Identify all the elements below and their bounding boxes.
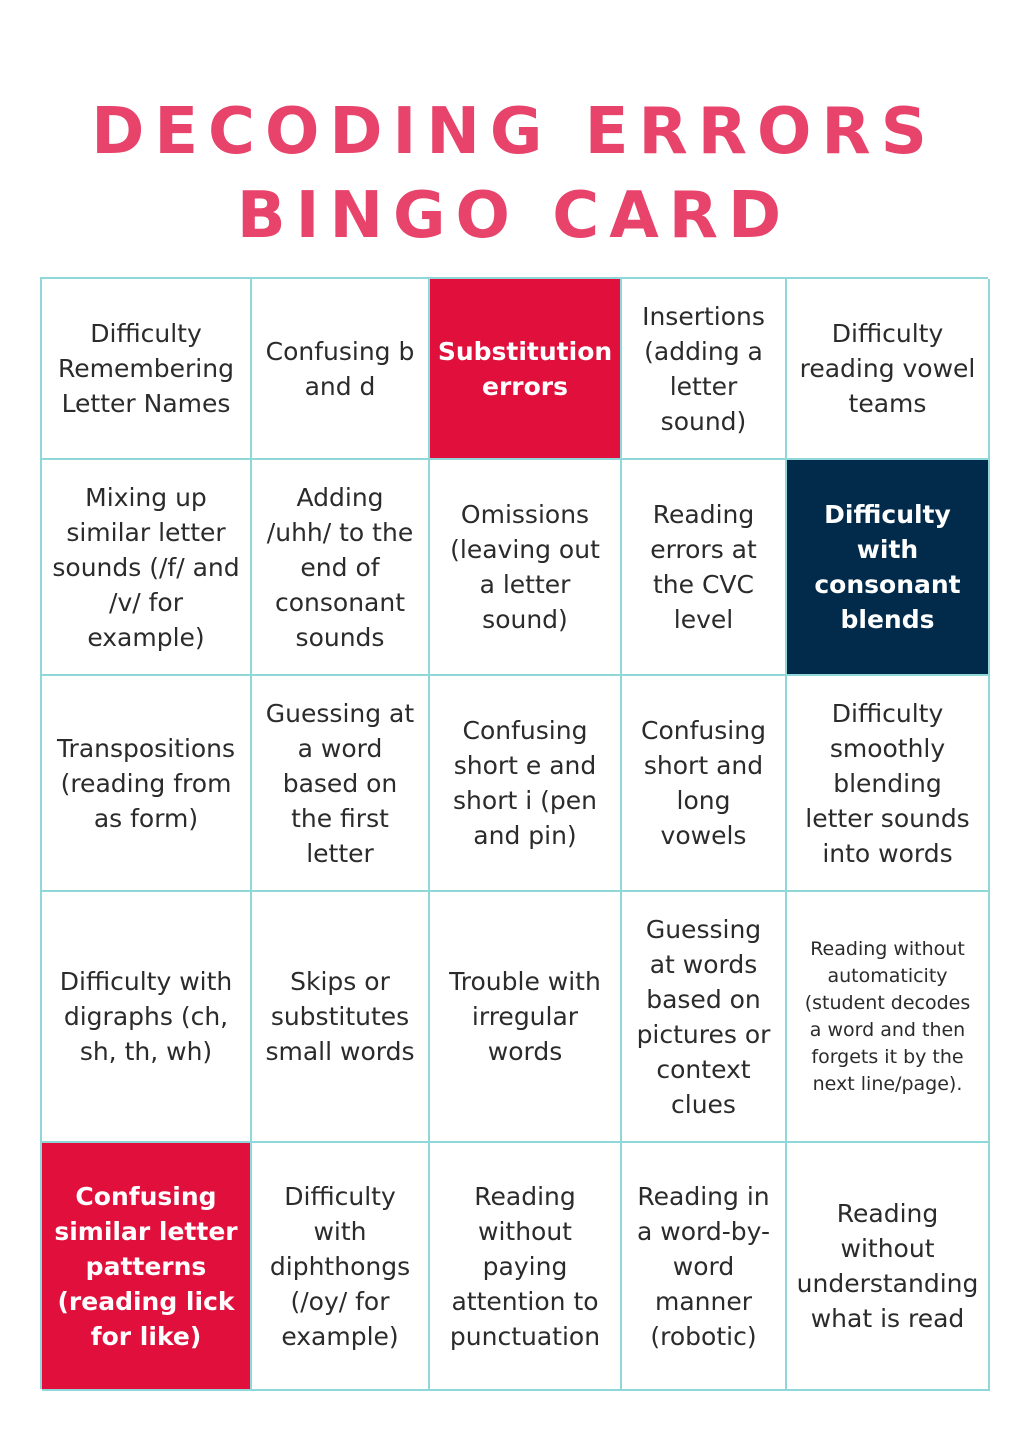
bingo-cell-text: Guessing at a word based on the first letter	[265, 698, 415, 868]
bingo-cell-text: Reading without understanding what is read	[796, 1199, 979, 1333]
page-title-line-1: DECODING ERRORS	[91, 95, 937, 169]
bingo-cell-text: Difficulty Remembering Letter Names	[58, 319, 234, 418]
bingo-cell	[622, 676, 787, 892]
bingo-cell	[252, 1143, 430, 1391]
bingo-cell	[252, 279, 430, 460]
bingo-cell	[430, 460, 622, 676]
bingo-cell-text: Guessing at words based on pictures or context clues	[636, 914, 771, 1119]
bingo-cell-text: Difficulty with digraphs (ch, sh, th, wh)	[59, 967, 233, 1066]
bingo-cell-text: Reading without paying attention to punctuation	[449, 1181, 601, 1351]
bingo-cell	[787, 1143, 990, 1391]
bingo-cell	[787, 892, 990, 1143]
bingo-cell	[42, 460, 252, 676]
bingo-cell	[622, 1143, 787, 1391]
bingo-cell-text: Reading errors at the CVC level	[650, 500, 757, 634]
bingo-cell-text: Confusing short e and short i (pen and pin)	[453, 716, 597, 850]
bingo-cell-text: Difficulty with diphthongs (/oy/ for example)	[269, 1181, 411, 1351]
bingo-cell	[787, 676, 990, 892]
bingo-cell-text: Substitution errors	[437, 336, 613, 401]
bingo-cell	[42, 892, 252, 1143]
bingo-cell-text: Difficulty reading vowel teams	[799, 319, 976, 418]
bingo-cell-text: Adding /uhh/ to the end of consonant sounds	[266, 482, 414, 652]
bingo-cell-text: Skips or substitutes small words	[265, 967, 415, 1066]
bingo-cell-text: Difficulty smoothly blending letter sounds into words	[805, 698, 970, 868]
bingo-cell	[622, 279, 787, 460]
bingo-cell	[430, 676, 622, 892]
bingo-cell	[252, 892, 430, 1143]
bingo-cell-highlighted	[42, 1143, 252, 1391]
bingo-cell-text: Omissions (leaving out a letter sound)	[450, 500, 600, 634]
bingo-cell	[430, 1143, 622, 1391]
bingo-cell	[622, 460, 787, 676]
bingo-cell-text: Confusing b and d	[265, 336, 415, 401]
bingo-cell-text: Confusing similar letter patterns (reading lick for like)	[54, 1181, 238, 1351]
bingo-cell	[430, 892, 622, 1143]
bingo-cell-highlighted	[787, 460, 990, 676]
bingo-cell	[42, 676, 252, 892]
bingo-cell-text: Difficulty with consonant blends	[814, 500, 961, 634]
bingo-cell-highlighted	[430, 279, 622, 460]
bingo-cell-text: Confusing short and long vowels	[641, 716, 766, 850]
bingo-cell-text: Insertions (adding a letter sound)	[642, 301, 765, 436]
bingo-cell-text: Trouble with irregular words	[449, 967, 601, 1066]
bingo-cell-text: Transpositions (reading from as form)	[56, 733, 236, 833]
bingo-grid	[40, 277, 988, 1389]
bingo-cell	[622, 892, 787, 1143]
bingo-cell	[252, 460, 430, 676]
bingo-cell-text: Reading in a word-by-word manner (robotic)	[637, 1181, 770, 1351]
bingo-cell-text: Reading without automaticity (student decodes a word and then forgets it by the next line/page).	[804, 937, 971, 1095]
bingo-cell	[787, 279, 990, 460]
page-title-line-2: BINGO CARD	[236, 179, 792, 253]
bingo-cell	[42, 279, 252, 460]
bingo-cell	[252, 676, 430, 892]
bingo-cell-text: Mixing up similar letter sounds (/f/ and /v/ for example)	[52, 482, 240, 652]
